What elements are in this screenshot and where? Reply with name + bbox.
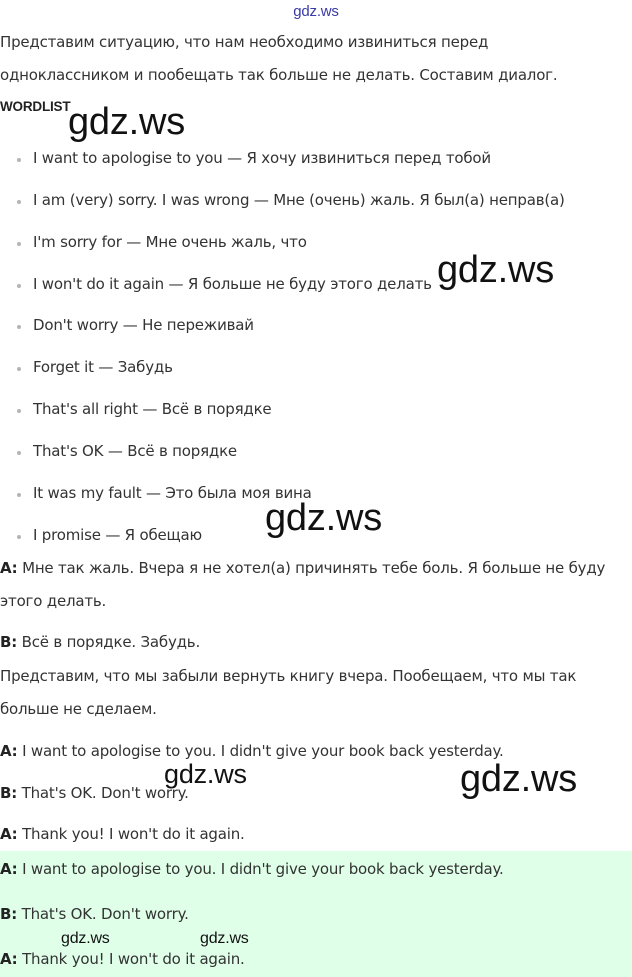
bullet-dot [17,325,21,329]
speaker-label: A: [0,860,18,878]
dialog3-line [0,905,189,923]
dialog3-line [0,860,504,878]
dialog1-b-text: Всё в порядке. Забудь. [21,633,201,651]
dialog2-line [0,742,504,760]
dialog3-text: That's OK. Don't worry. [21,905,189,923]
wordlist-item-text: Don't worry — Не переживай [33,316,254,334]
speaker-label: A: [0,742,18,760]
watermark: gdz.ws [61,930,110,947]
top-watermark: gdz.ws [293,3,339,20]
dialog3-line [0,950,245,968]
intro2-line-1: Представим, что мы забыли вернуть книгу вчера. Пообещаем, что мы так [0,667,577,685]
watermark: gdz.ws [68,101,186,143]
dialog3-text: Thank you! I won't do it again. [22,950,245,968]
wordlist-item-text: That's all right — Всё в порядке [33,400,272,418]
watermark: gdz.ws [437,249,555,291]
speaker-label: A: [0,825,18,843]
wordlist-item-text: Forget it — Забудь [33,358,173,376]
bullet-dot [17,200,21,204]
wordlist-item-text: That's OK — Всё в порядке [33,442,237,460]
speaker-label: A: [0,950,18,968]
bullet-dot [17,242,21,246]
wordlist-item-text: I want to apologise to you — Я хочу извиниться перед тобой [33,149,491,167]
wordlist-item-text: I'm sorry for — Мне очень жаль, что [33,233,307,251]
speaker-label: A: [0,559,18,577]
wordlist-item-text: I won't do it again — Я больше не буду этого делать [33,275,432,293]
watermark: gdz.ws [265,497,383,539]
dialog2-line [0,825,245,843]
wordlist-item-text: I am (very) sorry. I was wrong — Мне (очень) жаль. Я был(а) неправ(а) [33,191,565,209]
wordlist-heading: WORDLIST [0,99,71,114]
intro-line-2: одноклассником и пообещать так больше не делать. Составим диалог. [0,66,558,84]
bullet-dot [17,535,21,539]
bullet-dot [17,409,21,413]
watermark: gdz.ws [460,758,578,800]
wordlist-item-text: It was my fault — Это была моя вина [33,484,312,502]
speaker-label: B: [0,784,18,802]
intro-line-1: Представим ситуацию, что нам необходимо извиниться перед [0,33,489,51]
wordlist-item-text: I promise — Я обещаю [33,526,202,544]
dialog1-line-a [0,559,605,577]
bullet-dot [17,451,21,455]
speaker-label: B: [0,633,18,651]
dialog2-text: Thank you! I won't do it again. [22,825,245,843]
speaker-label: B: [0,905,18,923]
bullet-dot [17,367,21,371]
dialog1-a-text: Мне так жаль. Вчера я не хотел(а) причинять тебе боль. Я больше не буду [22,559,606,577]
intro2-line-2: больше не сделаем. [0,700,157,718]
dialog2-text: That's OK. Don't worry. [21,784,189,802]
dialog1-line-a-cont: этого делать. [0,592,107,610]
dialog3-text: I want to apologise to you. I didn't give your book back yesterday. [22,860,504,878]
dialog1-line-b [0,633,200,651]
watermark: gdz.ws [164,759,247,789]
bullet-dot [17,493,21,497]
watermark: gdz.ws [200,930,249,947]
dialog2-text: I want to apologise to you. I didn't give your book back yesterday. [22,742,504,760]
dialog2-line [0,784,189,802]
bullet-dot [17,158,21,162]
bullet-dot [17,284,21,288]
